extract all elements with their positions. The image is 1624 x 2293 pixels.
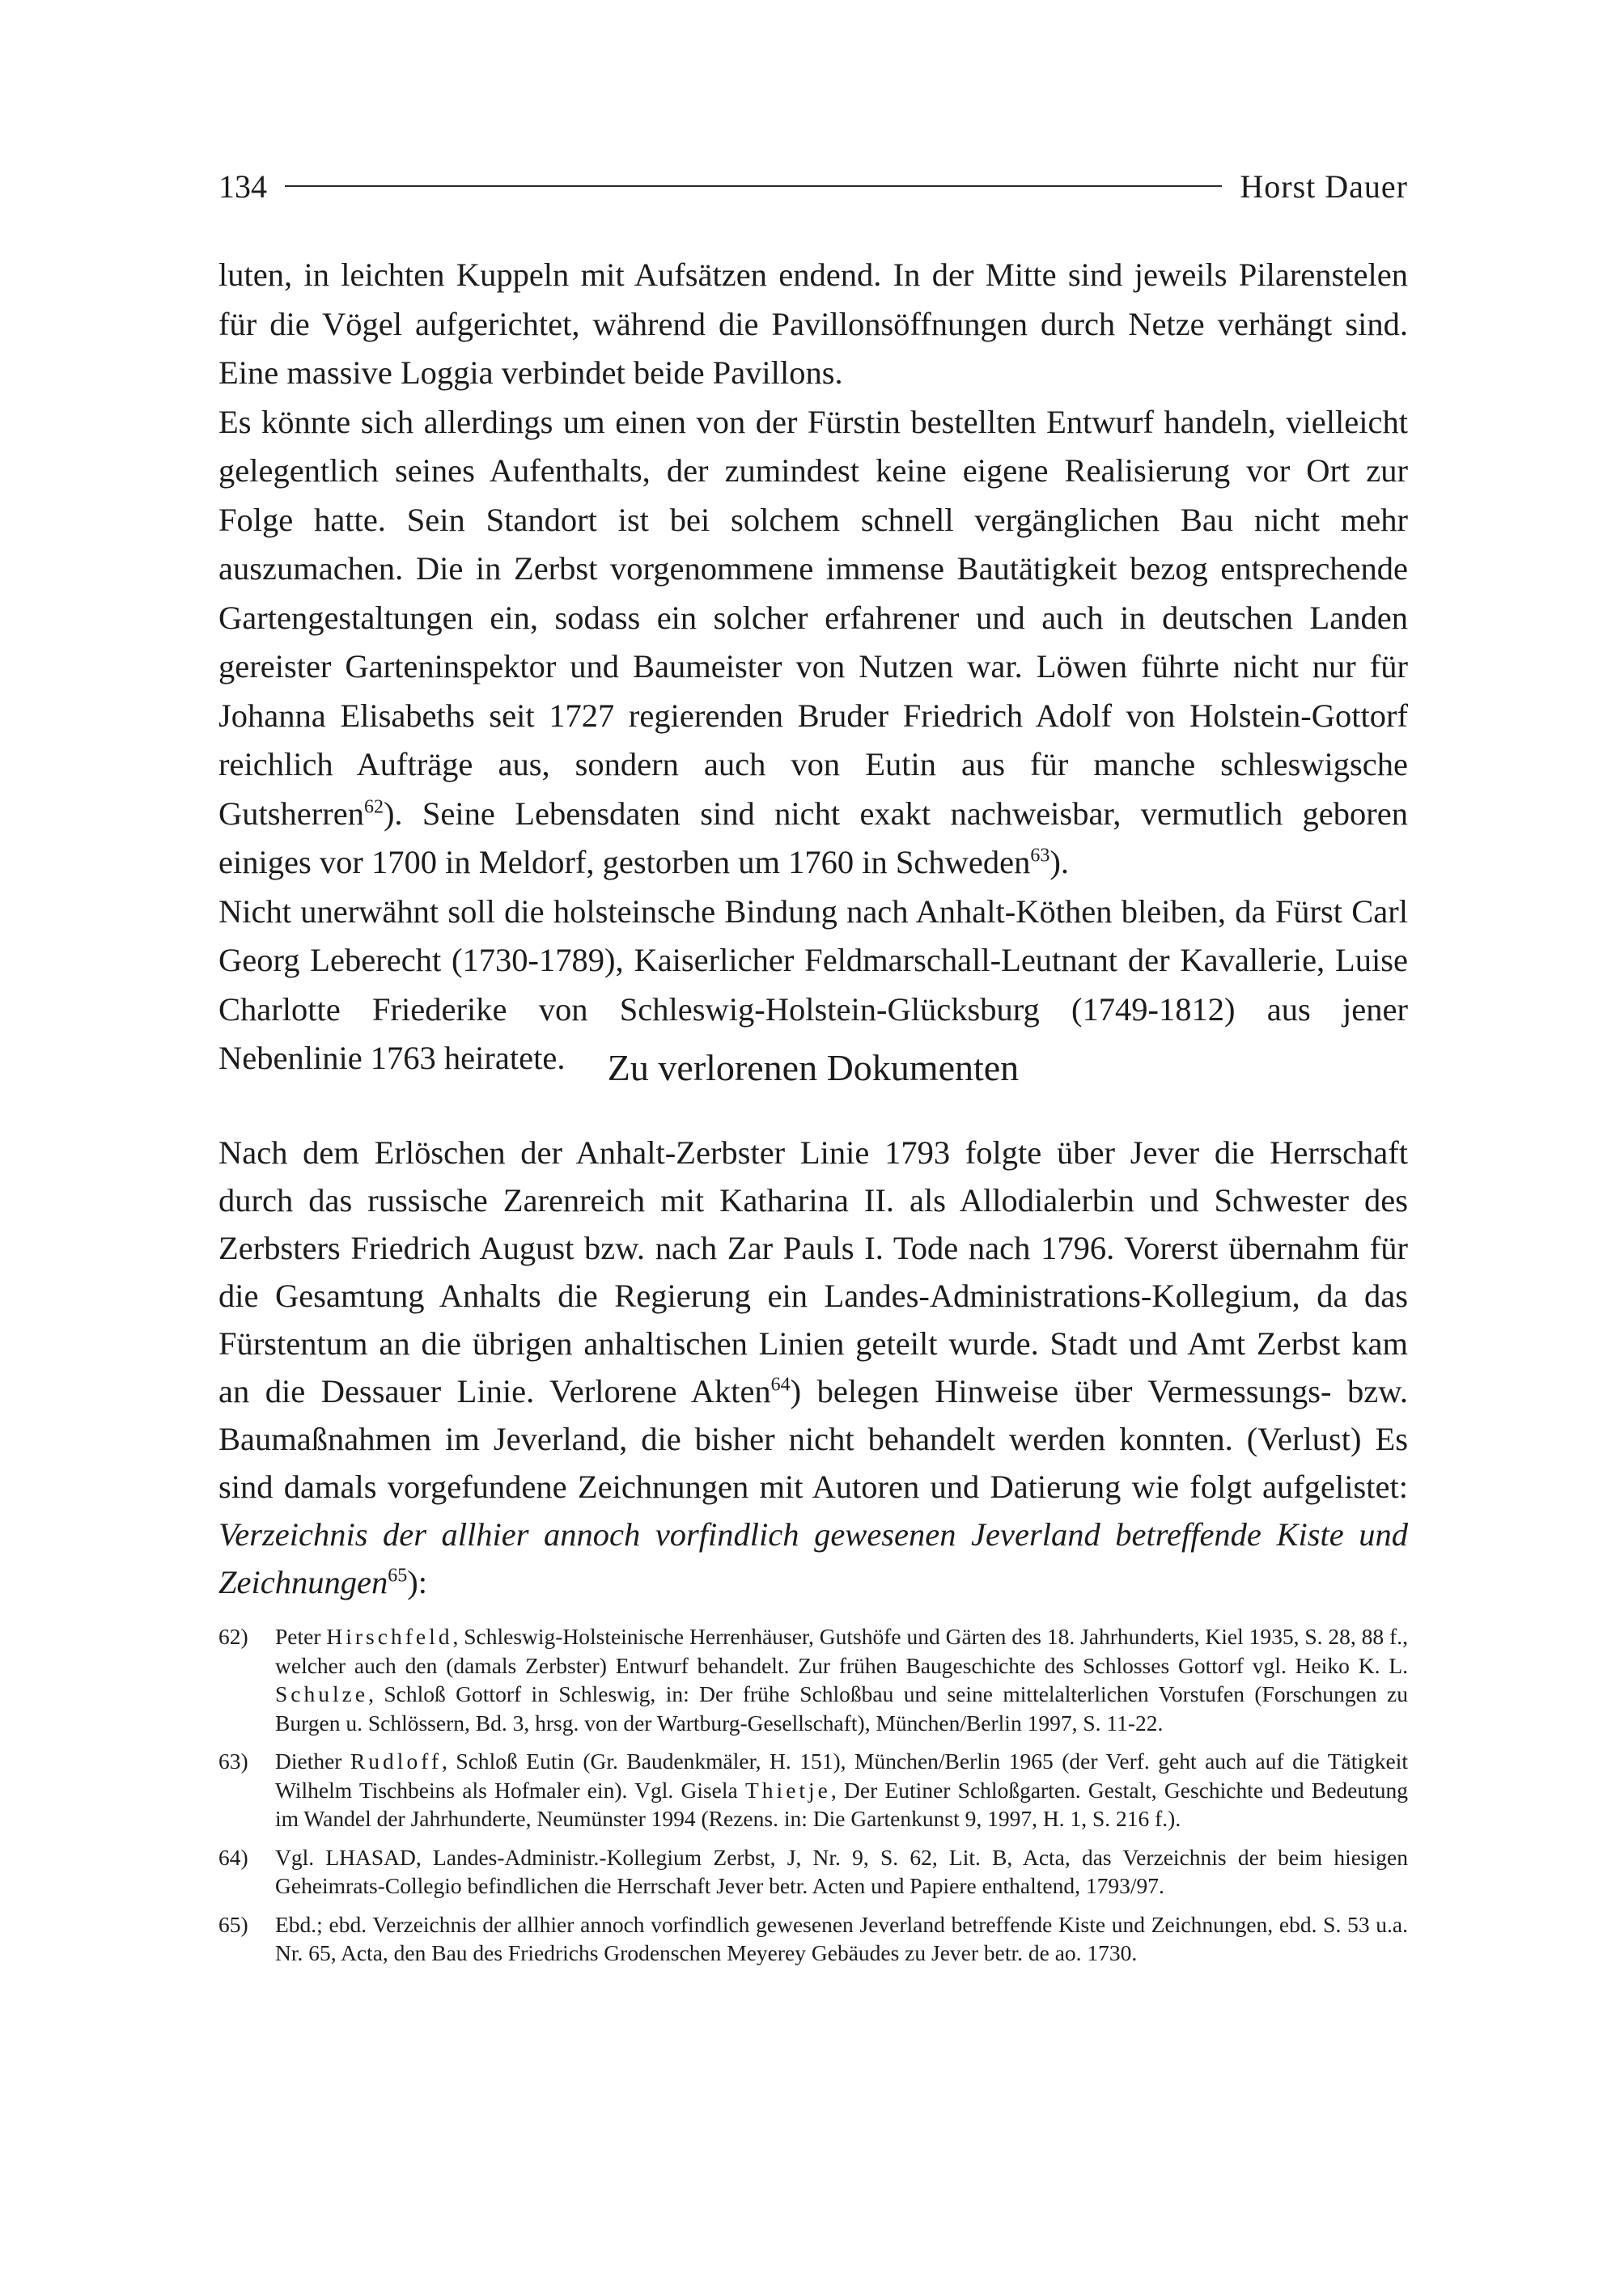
footnote-63 (218, 1747, 1408, 1833)
author-name: Rudloff (350, 1748, 443, 1774)
footnote-reference[interactable]: 65 (388, 1565, 408, 1587)
paragraph-text: ). (1049, 844, 1069, 880)
footnote-number: 62) (218, 1624, 248, 1649)
paragraph-text: ). Seine Lebensdaten sind nicht exakt nachweisbar, vermutlich geboren einiges vor 1700 in Meldorf, gestorben um 1760 in Schweden (218, 795, 1408, 880)
footnote-text-part: , Der Eutiner Schloßgarten. Gestalt, Geschichte und Bedeutung im Wandel der Jahrhunderte, Neumünster 1994 (Rezens. in: Die Gartenkunst 9, 1997, H. 1, S. 216 f.). (275, 1777, 1408, 1831)
paragraph (218, 1129, 1408, 1606)
footnote-number: 65) (218, 1911, 248, 1937)
footnotes (218, 1622, 1408, 1977)
paragraph-text: Nach dem Erlöschen der Anhalt-Zerbster Linie 1793 folgte über Jever die Herrschaft durch das russische Zarenreich mit Katharina II. als Allodialerbin und Schwester des Zerbsters Friedrich August bzw. nach Zar Pauls I. Tode nach 1796. Vorerst übernahm für die Gesamtung Anhalts die Regierung ein Landes-Administrations-Kollegium, da das Fürstentum an die übrigen anhaltischen Linien geteilt wurde. Stadt und Amt Zerbst kam an die Dessauer Linie. Verlorene Akten (218, 1134, 1408, 1409)
footnote-text-part: Diether (275, 1748, 350, 1774)
footnote-text (275, 1747, 1408, 1833)
footnote-text-part: Peter (275, 1624, 327, 1649)
footnote-text-part: , Schleswig-Holsteinische Herrenhäuser, Gutshöfe und Gärten des 18. Jahrhunderts, Kiel 1935, S. 28, 88 f., welcher auch den (damals Zerbster) Entwurf behandelt. Zur frühen Baugeschichte des Schlosses Gottorf vgl. Heiko K. L. (275, 1624, 1408, 1678)
footnote-number: 63) (218, 1748, 248, 1774)
body-text-section (218, 1129, 1408, 1606)
footnote-number: 64) (218, 1844, 248, 1870)
footnote-text (275, 1622, 1408, 1737)
footnote-reference[interactable]: 63 (1030, 845, 1050, 867)
body-text-top (218, 251, 1408, 1083)
footnote-reference[interactable]: 64 (770, 1374, 791, 1396)
page-number: 134 (218, 167, 267, 205)
author-name: Hirschfeld (326, 1624, 453, 1649)
paragraph: Nicht unerwähnt soll die holsteinsche Bindung nach Anhalt-Köthen bleiben, da Fürst Carl Georg Leberecht (1730-1789), Kaiserlicher Feldmarschall-Leutnant der Kavallerie, Luise Charlotte Friederike von Schleswig-Holstein-Glücksburg (1749-1812) aus jener Nebenlinie 1763 heiratete. (218, 892, 1408, 1076)
paragraph-text: Es könnte sich allerdings um einen von der Fürstin bestellten Entwurf handeln, vielleicht gelegentlich seines Aufenthalts, der zumindest keine eigene Realisierung vor Ort zur Folge hatte. Sein Standort ist bei solchem schnell vergänglichen Bau nicht mehr auszumachen. Die in Zerbst vorgenommene immense Bautätigkeit bezog entsprechende Gartengestaltungen ein, sodass ein solcher erfahrener und auch in deutschen Landen gereister Garteninspektor und Baumeister von Nutzen war. Löwen führte nicht nur für Johanna Elisabeths seit 1727 regierenden Bruder Friedrich Adolf von Holstein-Gottorf reichlich Aufträge aus, sondern auch von Eutin aus für manche schleswigsche Gutsherren (218, 403, 1408, 832)
paragraph: luten, in leichten Kuppeln mit Aufsätzen endend. In der Mitte sind jeweils Pilarenstelen für die Vögel aufgerichtet, während die Pavillonsöffnungen durch Netze verhängt sind. Eine massive Loggia verbindet beide Pavillons. (218, 256, 1408, 391)
italic-title: Verzeichnis der allhier annoch vorfindlich gewesenen Jeverland betreffende Kiste und Zeichnungen (218, 1516, 1408, 1600)
footnote-65 (218, 1910, 1408, 1968)
paragraph-text: ) belegen Hinweise über Vermessungs- bzw. Baumaßnahmen im Jeverland, die bisher nicht behandelt werden konnten. (Verlust) Es sind damals vorgefundene Zeichnungen mit Autoren und Datierung wie folgt aufgelistet: (218, 1373, 1408, 1505)
footnote-64 (218, 1843, 1408, 1901)
header-rule (285, 185, 1222, 187)
footnote-reference[interactable]: 62 (363, 796, 384, 817)
author-name: Thietje (745, 1777, 831, 1803)
running-header-author: Horst Dauer (1240, 167, 1408, 205)
footnote-text-part: , Schloß Eutin (Gr. Baudenkmäler, H. 151), München/Berlin 1965 (der Verf. geht auch auf die Tätigkeit Wilhelm Tischbeins als Hofmaler ein). Vgl. Gisela (275, 1748, 1408, 1803)
author-name: Schulze (275, 1681, 369, 1706)
footnote-text: Ebd.; ebd. Verzeichnis der allhier annoch vorfindlich gewesenen Jeverland betreffende Kiste und Zeichnungen, ebd. S. 53 u.a. Nr. 65, Acta, den Bau des Friedrichs Grodenschen Meyerey Gebäudes zu Jever betr. de ao. 1730. (275, 1911, 1408, 1965)
paragraph-text: ): (407, 1564, 427, 1600)
section-heading: Zu verlorenen Dokumenten (607, 1047, 1020, 1088)
paragraph (218, 398, 1408, 888)
footnote-text: Vgl. LHASAD, Landes-Administr.-Kollegium Zerbst, J, Nr. 9, S. 62, Lit. B, Acta, das Verzeichnis der beim hiesigen Geheimrats-Collegio befindlichen die Herrschaft Jever betr. Acten und Papiere enthaltend, 1793/97. (275, 1844, 1408, 1898)
running-header (218, 162, 1408, 210)
footnote-text-part: , Schloß Gottorf in Schleswig, in: Der frühe Schloßbau und seine mittelalterlichen Vorstufen (Forschungen zu Burgen u. Schlössern, Bd. 3, hrsg. von der Wartburg-Gesellschaft), München/Berlin 1997, S. 11-22. (275, 1681, 1408, 1736)
footnote-62 (218, 1622, 1408, 1737)
